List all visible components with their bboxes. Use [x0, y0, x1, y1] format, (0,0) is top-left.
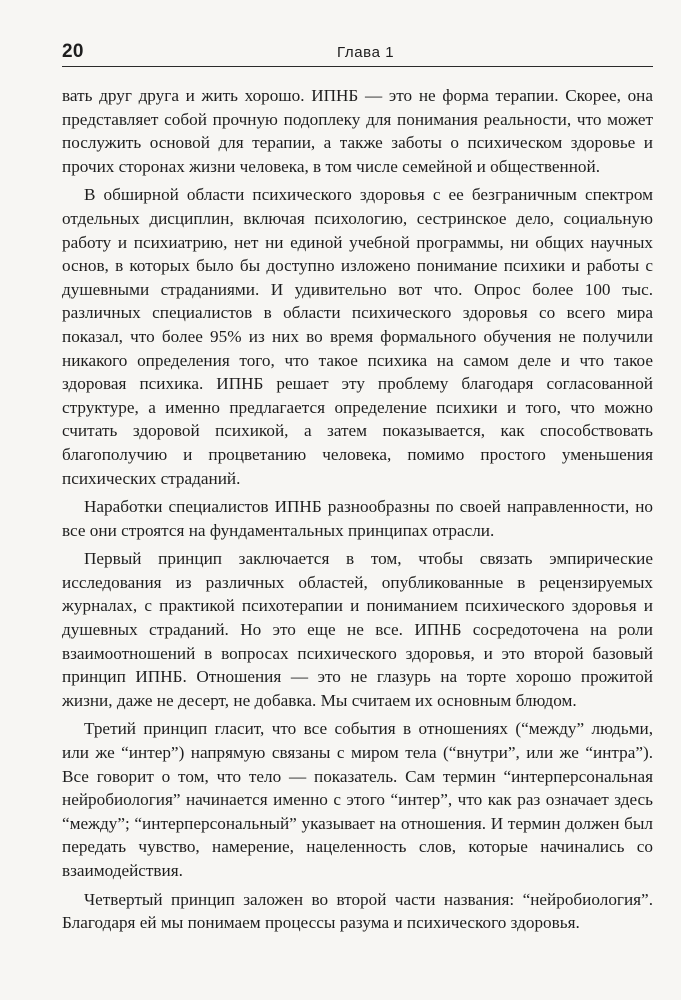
chapter-title: Глава 1	[337, 44, 395, 61]
page-number: 20	[62, 41, 84, 62]
paragraph-continuation: вать друг друга и жить хорошо. ИПНБ — это не форма терапии. Скорее, она представляет собой прочную подоплеку для понимания реальности, что может послужить основой для терапии, а также заботы о психическом здоровье и прочих сторонах жизни человека, в том числе семейной и общественной.	[62, 86, 653, 176]
body-text	[62, 84, 653, 940]
paragraph: Четвертый принцип заложен во второй части названия: “нейробиология”. Благодаря ей мы понимаем процессы разума и психического здоровья.	[62, 889, 653, 933]
paragraph: В обширной области психического здоровья с ее безграничным спектром отдельных дисциплин, включая психологию, сестринское дело, социальную работу и психиатрию, нет ни единой учебной программы, ни общих научных основ, в которых было бы доступно изложено понимание психики и работы с душевными страданиями. И удивительно вот что. Опрос более 100 тыс. различных специалистов в области психического здоровья со всего мира показал, что более 95% из них во время формального обучения не получили никакого определения того, что такое психика на самом деле и что такое здоровая психика. ИПНБ решает эту проблему благодаря согласованной структуре, а именно предлагается определение психики и того, что можно считать здоровой психикой, а затем показывается, как способствовать благополучию и процветанию человека, помимо простого уменьшения психических страданий.	[62, 185, 653, 488]
running-header	[62, 40, 653, 67]
book-page	[62, 40, 653, 980]
paragraph: Наработки специалистов ИПНБ разнообразны по своей направленности, но все они строятся на фундаментальных принципах отрасли.	[62, 497, 653, 540]
paragraph: Первый принцип заключается в том, чтобы связать эмпирические исследования из различных областей, опубликованные в рецензируемых журналах, с практикой психотерапии и пониманием психического здоровья и душевных страданий. Но это еще не все. ИПНБ сосредоточена на роли взаимоотношений в вопросах психического здоровья, и это второй базовый принцип ИПНБ. Отношения — это не глазурь на торте хорошо прожитой жизни, даже не десерт, не добавка. Мы считаем их основным блюдом.	[62, 549, 653, 710]
paragraph: Третий принцип гласит, что все события в отношениях (“между” людьми, или же “интер”) напрямую связаны с миром тела (“внутри”, или же “интра”). Все говорит о том, что тело — показатель. Сам термин “интерперсональная нейробиология” начинается именно с этого “интер”, что как раз означает здесь “между”; “интерперсональный” указывает на отношения. И термин должен был передать чувство, намерение, нацеленность слов, которые начинались со взаимодействия.	[62, 719, 653, 880]
